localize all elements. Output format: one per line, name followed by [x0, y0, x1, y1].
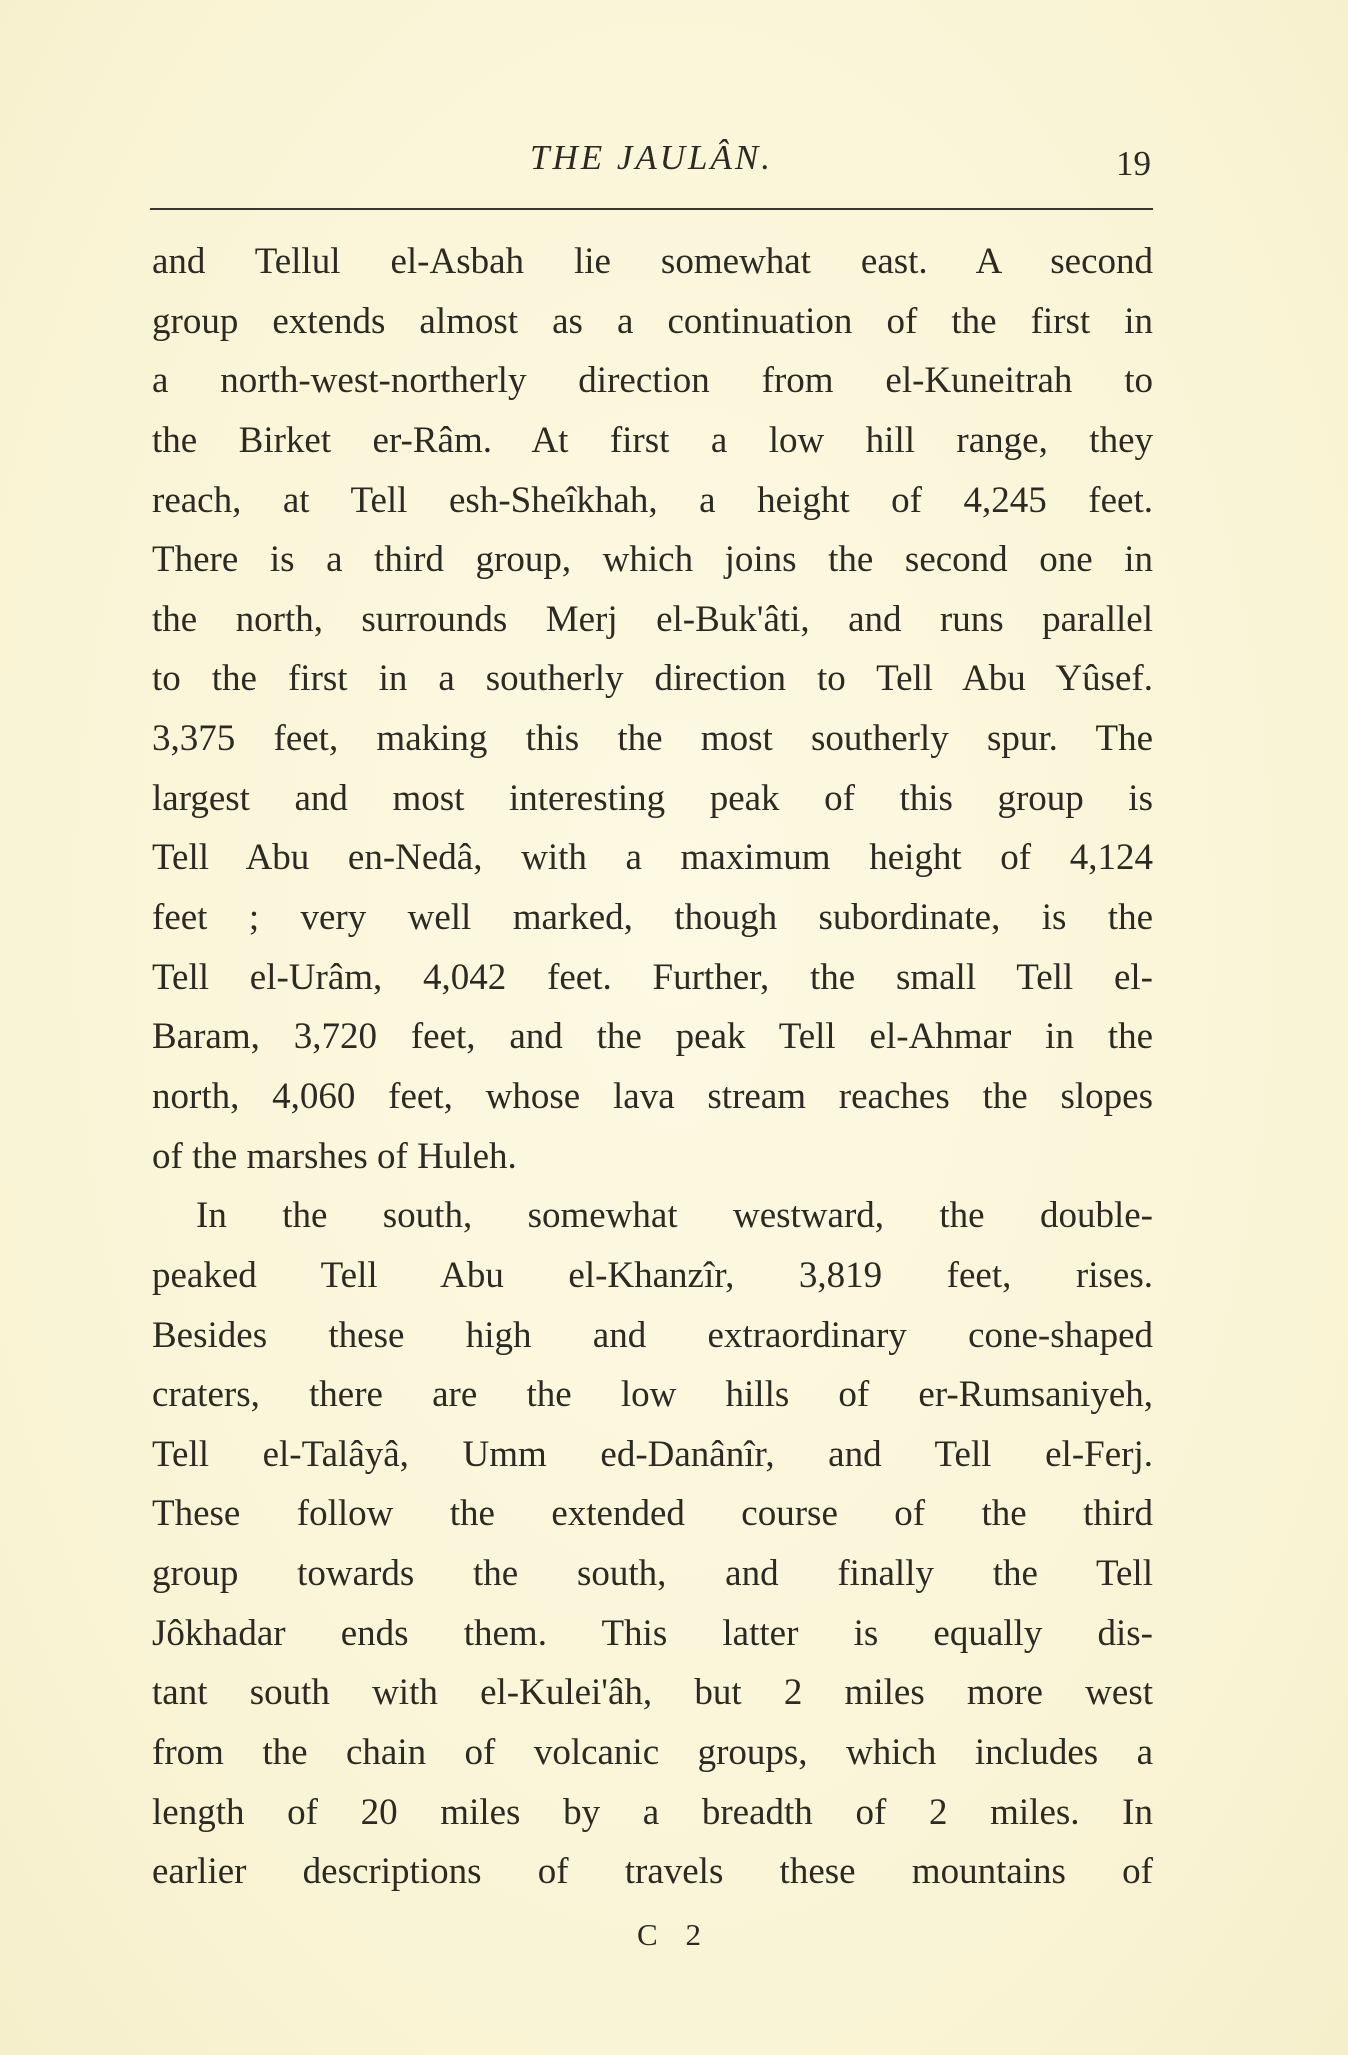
- text-line: tant south with el-Kulei'âh, but 2 miles more west: [152, 1672, 1153, 1714]
- text-line: These follow the extended course of the third: [152, 1493, 1153, 1535]
- text-line: the north, surrounds Merj el-Buk'âti, and runs parallel: [152, 598, 1153, 640]
- running-head: [150, 138, 1153, 184]
- text-line: group extends almost as a continuation of the first in: [152, 300, 1153, 342]
- text-line: peaked Tell Abu el-Khanzîr, 3,819 feet, rises.: [152, 1254, 1153, 1296]
- text-line: In the south, somewhat westward, the double-: [196, 1195, 1153, 1237]
- text-line: There is a third group, which joins the second one in: [152, 539, 1153, 581]
- text-line: Tell Abu en-Nedâ, with a maximum height of 4,124: [152, 837, 1153, 879]
- text-line: earlier descriptions of travels these mountains of: [152, 1851, 1153, 1893]
- text-line: and Tellul el-Asbah lie somewhat east. A second: [152, 241, 1153, 282]
- text-line: length of 20 miles by a breadth of 2 miles. In: [152, 1791, 1153, 1833]
- header-rule: [150, 208, 1153, 210]
- body-text: [152, 232, 1153, 1902]
- text-line: group towards the south, and finally the Tell: [152, 1553, 1153, 1595]
- signature-mark: C 2: [637, 1917, 711, 1952]
- text-line: a north-west-northerly direction from el-Kuneitrah to: [152, 360, 1153, 402]
- page-number: 19: [1116, 144, 1151, 183]
- text-line: feet ; very well marked, though subordinate, is the: [152, 897, 1153, 939]
- text-line: Besides these high and extraordinary cone-shaped: [152, 1314, 1153, 1356]
- text-line: north, 4,060 feet, whose lava stream reaches the slopes: [152, 1075, 1153, 1117]
- running-title: THE JAULÂN.: [530, 138, 773, 177]
- text-line: reach, at Tell esh-Sheîkhah, a height of 4,245 feet.: [152, 479, 1153, 521]
- text-line: 3,375 feet, making this the most southerly spur. The: [152, 718, 1153, 760]
- text-line: Baram, 3,720 feet, and the peak Tell el-Ahmar in the: [152, 1016, 1153, 1058]
- text-line: Jôkhadar ends them. This latter is equally dis-: [152, 1612, 1153, 1654]
- text-line: largest and most interesting peak of this group is: [152, 777, 1153, 819]
- text-line: Tell el-Urâm, 4,042 feet. Further, the small Tell el-: [152, 956, 1153, 998]
- text-line: Tell el-Talâyâ, Umm ed-Danânîr, and Tell el-Ferj.: [152, 1433, 1153, 1475]
- text-line: to the first in a southerly direction to Tell Abu Yûsef.: [152, 658, 1153, 700]
- text-line: of the marshes of Huleh.: [152, 1135, 517, 1177]
- text-line: the Birket er-Râm. At first a low hill range, they: [152, 419, 1153, 461]
- text-line: craters, there are the low hills of er-Rumsaniyeh,: [152, 1374, 1153, 1416]
- text-line: from the chain of volcanic groups, which includes a: [152, 1732, 1153, 1774]
